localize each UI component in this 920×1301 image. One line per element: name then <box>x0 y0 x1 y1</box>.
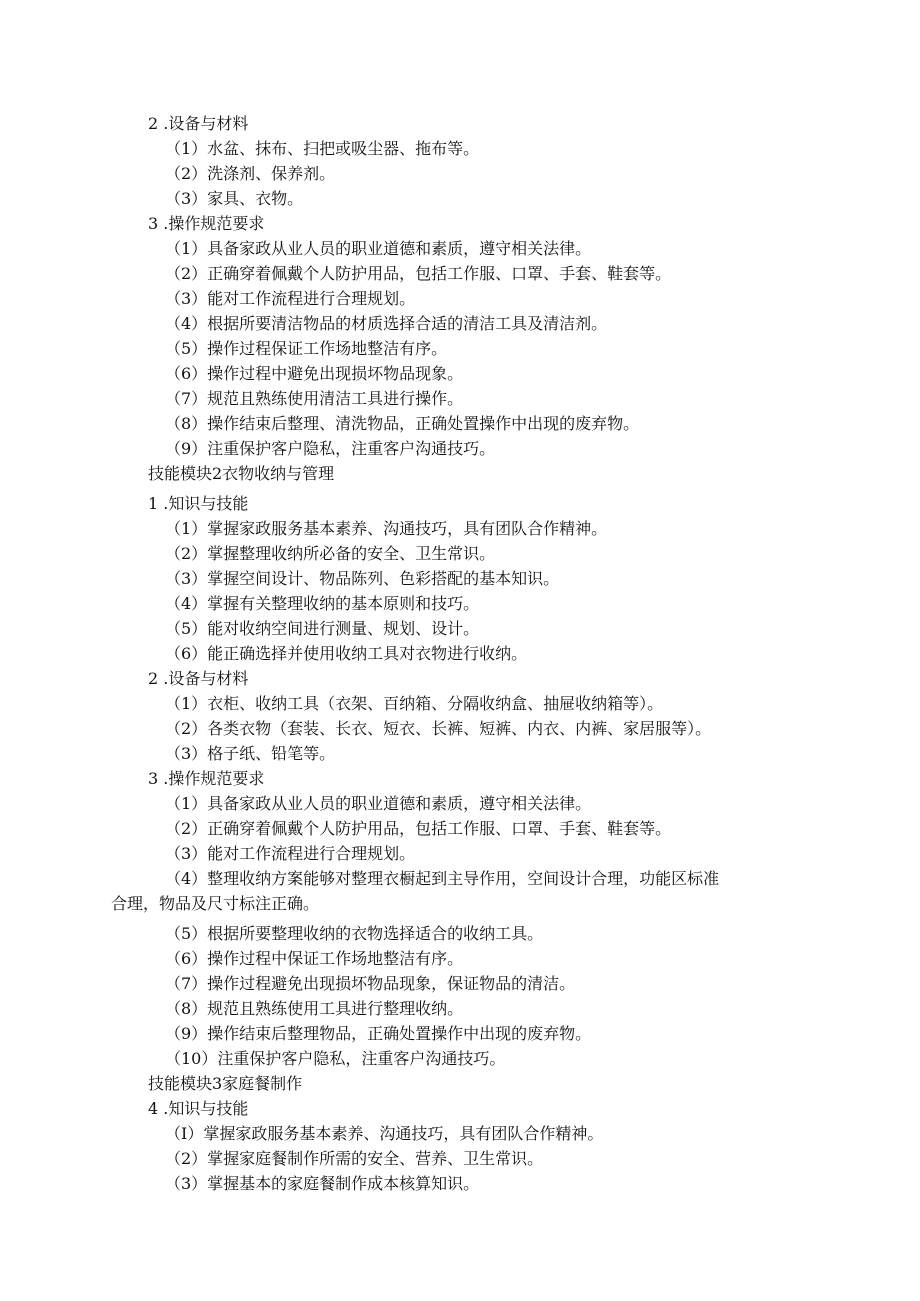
list-item: （4）根据所要清洁物品的材质选择合适的清洁工具及清洁剂。 <box>165 314 608 333</box>
list-item: （8）规范且熟练使用工具进行整理收纳。 <box>165 999 464 1018</box>
list-item: （2）掌握整理收纳所必备的安全、卫生常识。 <box>165 544 496 563</box>
list-item-continuation: 合理，物品及尺寸标注正确。 <box>111 894 320 913</box>
list-item: （1）水盆、抹布、扫把或吸尘器、拖布等。 <box>165 139 480 158</box>
list-item: （5）根据所要整理收纳的衣物选择适合的收纳工具。 <box>165 924 544 943</box>
section-heading: 2 .设备与材料 <box>148 669 249 688</box>
section-heading: 1 .知识与技能 <box>148 494 249 513</box>
list-item: （1）具备家政从业人员的职业道德和素质，遵守相关法律。 <box>165 239 592 258</box>
list-item: （8）操作结束后整理、清洗物品，正确处置操作中出现的废弃物。 <box>165 414 640 433</box>
list-item: （2）正确穿着佩戴个人防护用品，包括工作服、口罩、手套、鞋套等。 <box>165 819 672 838</box>
list-item: （1）具备家政从业人员的职业道德和素质，遵守相关法律。 <box>165 794 592 813</box>
list-item: （2）掌握家庭餐制作所需的安全、营养、卫生常识。 <box>165 1149 544 1168</box>
list-item: （6）操作过程中避免出现损坏物品现象。 <box>165 364 464 383</box>
list-item: （3）能对工作流程进行合理规划。 <box>165 289 416 308</box>
module-title: 技能模块3家庭餐制作 <box>148 1074 303 1093</box>
list-item: （10）注重保护客户隐私，注重客户沟通技巧。 <box>165 1049 506 1068</box>
list-item: （4）掌握有关整理收纳的基本原则和技巧。 <box>165 594 480 613</box>
list-item: （2）各类衣物（套装、长衣、短衣、长裤、短裤、内衣、内裤、家居服等）。 <box>165 719 712 738</box>
section-heading: 2 .设备与材料 <box>148 114 249 133</box>
list-item: （3）家具、衣物。 <box>165 189 304 208</box>
list-item: （1）衣柜、收纳工具（衣架、百纳箱、分隔收纳盒、抽屉收纳箱等）。 <box>165 694 664 713</box>
list-item: （7）操作过程避免出现损坏物品现象，保证物品的清洁。 <box>165 974 576 993</box>
list-item: （4）整理收纳方案能够对整理衣橱起到主导作用，空间设计合理，功能区标准 <box>165 869 720 888</box>
list-item: （3）掌握空间设计、物品陈列、色彩搭配的基本知识。 <box>165 569 560 588</box>
module-title: 技能模块2衣物收纳与管理 <box>148 464 335 483</box>
list-item: （7）规范且熟练使用清洁工具进行操作。 <box>165 389 464 408</box>
list-item: （1）掌握家政服务基本素养、沟通技巧，具有团队合作精神。 <box>165 519 608 538</box>
section-heading: 4 .知识与技能 <box>148 1099 249 1118</box>
list-item: （6）操作过程中保证工作场地整洁有序。 <box>165 949 464 968</box>
list-item: （3）能对工作流程进行合理规划。 <box>165 844 416 863</box>
list-item: （5）能对收纳空间进行测量、规划、设计。 <box>165 619 480 638</box>
list-item: （2）洗涤剂、保养剂。 <box>165 164 336 183</box>
section-heading: 3 .操作规范要求 <box>148 214 265 233</box>
list-item: （6）能正确选择并使用收纳工具对衣物进行收纳。 <box>165 644 528 663</box>
list-item: （9）操作结束后整理物品，正确处置操作中出现的废弃物。 <box>165 1024 592 1043</box>
section-heading: 3 .操作规范要求 <box>148 769 265 788</box>
list-item: （3）掌握基本的家庭餐制作成本核算知识。 <box>165 1174 480 1193</box>
list-item: （2）正确穿着佩戴个人防护用品，包括工作服、口罩、手套、鞋套等。 <box>165 264 672 283</box>
list-item: （5）操作过程保证工作场地整洁有序。 <box>165 339 448 358</box>
list-item: （3）格子纸、铅笔等。 <box>165 744 336 763</box>
list-item: （I）掌握家政服务基本素养、沟通技巧，具有团队合作精神。 <box>165 1124 604 1143</box>
list-item: （9）注重保护客户隐私，注重客户沟通技巧。 <box>165 439 496 458</box>
